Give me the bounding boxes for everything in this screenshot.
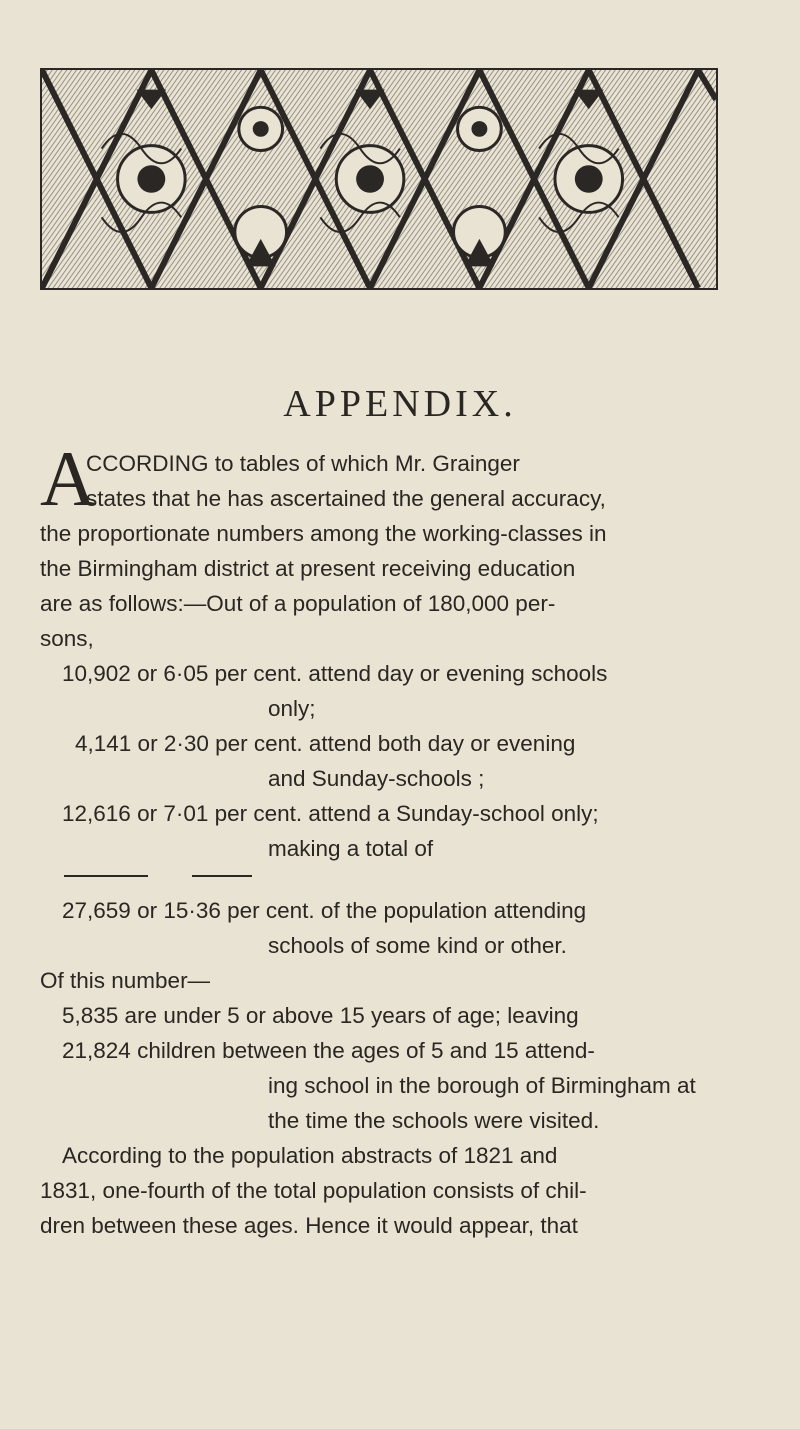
paragraph-line: 5,835 are under 5 or above 15 years of age; leaving [62,1003,579,1028]
paragraph-line: are as follows:—Out of a population of 180,000 per- [40,591,556,616]
list-item: making a total of [268,836,434,861]
sum-rule [64,875,148,877]
list-item: 12,616 or 7·01 per cent. attend a Sunday-school only; [62,801,599,826]
paragraph-line: According to the population abstracts of 1821 and [62,1143,558,1168]
paragraph-line: dren between these ages. Hence it would appear, that [40,1213,578,1238]
list-item: only; [268,696,316,721]
drop-cap: A [40,435,97,522]
paragraph-line: the proportionate numbers among the working-classes in [40,521,607,546]
sum-rule [192,875,252,877]
paragraph-line: CCORDING to tables of which Mr. Grainger [86,451,520,476]
paragraph-line: Of this number— [40,968,211,993]
list-item: 4,141 or 2·30 per cent. attend both day or evening [75,731,576,756]
list-item: 27,659 or 15·36 per cent. of the population attending [62,898,587,923]
list-item: 10,902 or 6·05 per cent. attend day or evening schools [62,661,608,686]
headpiece-ornament-icon [40,68,718,290]
paragraph-line: states that he has ascertained the general accuracy, [86,486,606,511]
paragraph-line: ing school in the borough of Birmingham at [268,1073,696,1098]
paragraph-line: the Birmingham district at present receiving education [40,556,576,581]
paragraph-line: the time the schools were visited. [268,1108,600,1133]
paragraph-line: sons, [40,626,94,651]
page-title: APPENDIX. [283,383,517,425]
list-item: schools of some kind or other. [268,933,567,958]
list-item: and Sunday-schools ; [268,766,485,791]
paragraph-line: 21,824 children between the ages of 5 and 15 attend- [62,1038,595,1063]
paragraph-line: 1831, one-fourth of the total population consists of chil- [40,1178,587,1203]
